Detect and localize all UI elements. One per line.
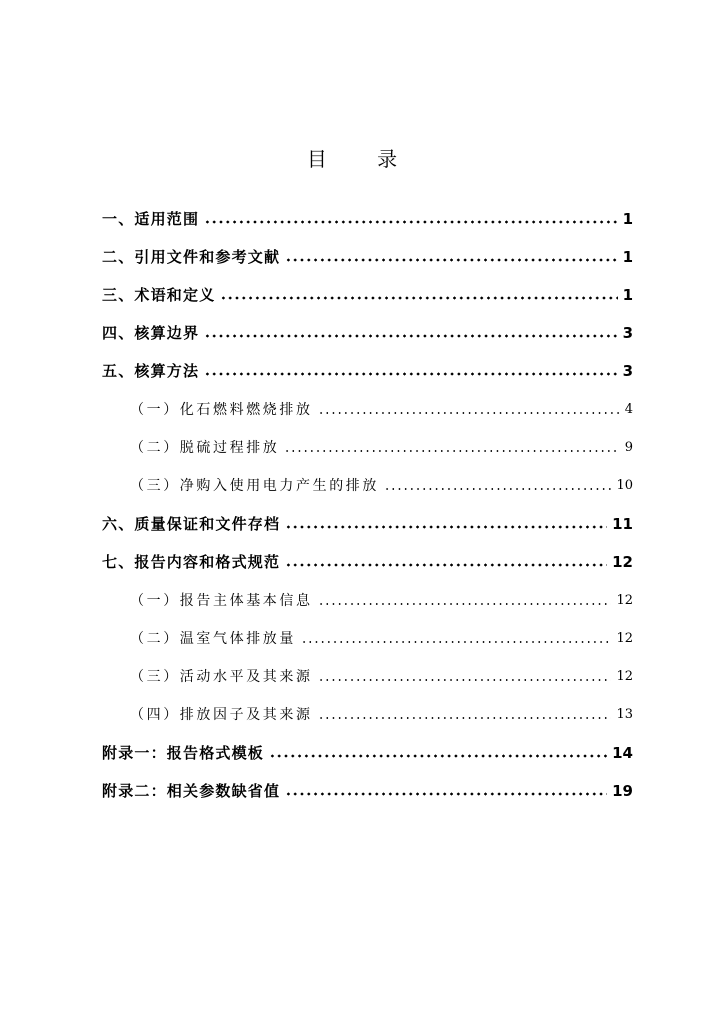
- toc-entry-page: 13: [616, 707, 633, 722]
- toc-entry-page: 14: [612, 744, 633, 762]
- dot-leader: [318, 715, 612, 721]
- toc-entry[interactable]: [102, 739, 633, 763]
- toc-entry-page: 1: [622, 210, 633, 228]
- toc-entry-label: （一）报告主体基本信息: [130, 593, 313, 609]
- toc-entry-page: 12: [612, 553, 633, 571]
- toc-entry[interactable]: [102, 281, 633, 305]
- toc-subentry[interactable]: [102, 587, 633, 611]
- toc-entry-label: （一）化石燃料燃烧排放: [130, 402, 313, 418]
- dot-leader: [204, 371, 617, 377]
- toc-subentry[interactable]: [102, 625, 633, 649]
- toc-entry[interactable]: [102, 205, 633, 229]
- toc-subentry[interactable]: [102, 434, 633, 458]
- dot-leader: [285, 791, 607, 797]
- toc-entry-label: 三、术语和定义: [102, 286, 216, 304]
- toc-entry-label: 六、质量保证和文件存档: [102, 515, 281, 533]
- toc-entry-label: 附录二：相关参数缺省值: [102, 782, 281, 800]
- dot-leader: [384, 486, 611, 492]
- toc-entry-page: 12: [616, 593, 633, 608]
- toc-entry-page: 1: [622, 248, 633, 266]
- dot-leader: [318, 410, 620, 416]
- toc-entry[interactable]: [102, 243, 633, 267]
- dot-leader: [301, 639, 611, 645]
- dot-leader: [285, 562, 607, 568]
- toc-entry-label: 附录一：报告格式模板: [102, 744, 265, 762]
- toc-entry[interactable]: [102, 510, 633, 534]
- toc-entry-label: 一、适用范围: [102, 210, 200, 228]
- dot-leader: [285, 257, 617, 263]
- toc-entry[interactable]: [102, 777, 633, 801]
- toc-entry-label: （二）温室气体排放量: [130, 631, 296, 647]
- toc-entry-label: （三）净购入使用电力产生的排放: [130, 478, 379, 494]
- toc-entry-label: 四、核算边界: [102, 324, 200, 342]
- toc-entry-page: 10: [616, 478, 633, 493]
- toc-subentry[interactable]: [102, 396, 633, 420]
- toc-entry-label: 五、核算方法: [102, 362, 200, 380]
- dot-leader: [269, 753, 607, 759]
- toc-entry-label: （四）排放因子及其来源: [130, 707, 313, 723]
- toc-entry-page: 3: [622, 324, 633, 342]
- toc-entry-page: 3: [622, 362, 633, 380]
- dot-leader: [220, 295, 617, 301]
- toc-entry-label: 二、引用文件和参考文献: [102, 248, 281, 266]
- dot-leader: [204, 219, 617, 225]
- toc-subentry[interactable]: [102, 701, 633, 725]
- toc-entry-page: 9: [624, 440, 633, 455]
- dot-leader: [318, 601, 612, 607]
- dot-leader: [284, 448, 619, 454]
- toc-entry[interactable]: [102, 548, 633, 572]
- toc-entry[interactable]: [102, 319, 633, 343]
- toc-entry[interactable]: [102, 357, 633, 381]
- toc-entry-page: 19: [612, 782, 633, 800]
- dot-leader: [285, 524, 607, 530]
- toc-subentry[interactable]: [102, 663, 633, 687]
- toc-entry-page: 1: [622, 286, 633, 304]
- toc-entry-page: 12: [616, 631, 633, 646]
- toc-entry-page: 11: [612, 515, 633, 533]
- toc-entry-label: 七、报告内容和格式规范: [102, 553, 281, 571]
- toc-title: 目 录: [306, 147, 420, 171]
- toc-entry-label: （二）脱硫过程排放: [130, 440, 280, 456]
- toc-subentry[interactable]: [102, 472, 633, 496]
- toc-entry-page: 12: [616, 669, 633, 684]
- toc-entry-page: 4: [624, 402, 633, 417]
- dot-leader: [318, 677, 612, 683]
- toc-entry-label: （三）活动水平及其来源: [130, 669, 313, 685]
- dot-leader: [204, 333, 617, 339]
